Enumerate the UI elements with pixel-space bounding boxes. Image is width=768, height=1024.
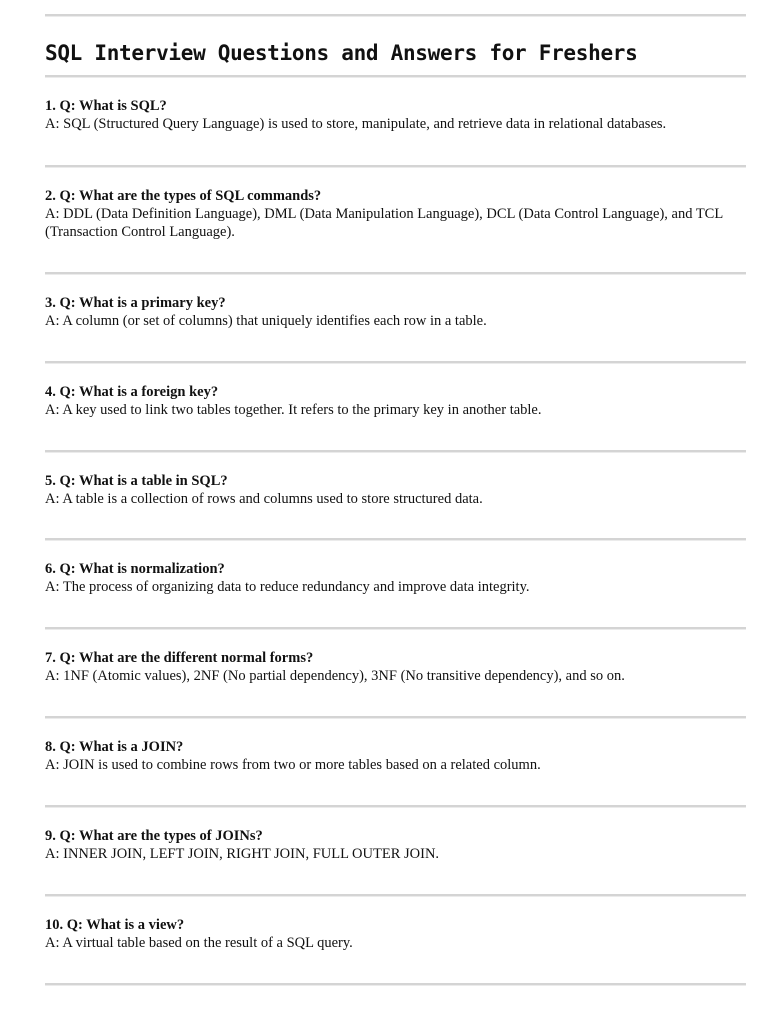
question-text: 5. Q: What is a table in SQL? — [45, 473, 228, 489]
qa-item-10 — [45, 897, 746, 983]
divider — [45, 983, 746, 986]
question-text: 6. Q: What is normalization? — [45, 561, 225, 577]
qa-item-6 — [45, 541, 746, 627]
question-text: 3. Q: What is a primary key? — [45, 295, 226, 311]
question-text: 7. Q: What are the different normal forms? — [45, 650, 314, 666]
answer-text: A: A column (or set of columns) that uniquely identifies each row in a table. — [45, 313, 487, 329]
answer-text: A: JOIN is used to combine rows from two or more tables based on a related column. — [45, 757, 541, 773]
question-text: 4. Q: What is a foreign key? — [45, 384, 219, 400]
answer-text: A: A key used to link two tables together. It refers to the primary key in another table. — [45, 402, 542, 418]
answer-text: A: INNER JOIN, LEFT JOIN, RIGHT JOIN, FULL OUTER JOIN. — [45, 846, 440, 862]
question-text: 9. Q: What are the types of JOINs? — [45, 828, 263, 844]
qa-item-4 — [45, 364, 746, 450]
question-text: 2. Q: What are the types of SQL commands? — [45, 188, 322, 204]
question-text: 1. Q: What is SQL? — [45, 98, 167, 114]
qa-item-1 — [45, 78, 746, 165]
answer-text: A: 1NF (Atomic values), 2NF (No partial dependency), 3NF (No transitive dependency), and so on. — [45, 668, 625, 684]
qa-item-3 — [45, 275, 746, 361]
question-text: 10. Q: What is a view? — [45, 917, 185, 933]
answer-text: A: A virtual table based on the result of a SQL query. — [45, 935, 353, 951]
answer-text: A: SQL (Structured Query Language) is used to store, manipulate, and retrieve data in relational databases. — [45, 116, 667, 132]
qa-item-5 — [45, 453, 746, 538]
qa-item-7 — [45, 630, 746, 716]
qa-item-9 — [45, 808, 746, 894]
qa-item-2 — [45, 168, 746, 272]
answer-text: A: DDL (Data Definition Language), DML (Data Manipulation Language), DCL (Data Control Language), and TCL (Transaction Control Language). — [45, 206, 723, 240]
page-title: SQL Interview Questions and Answers for Freshers — [45, 41, 638, 65]
qa-item-8 — [45, 719, 746, 805]
answer-text: A: A table is a collection of rows and columns used to store structured data. — [45, 491, 483, 507]
document-page — [45, 14, 746, 986]
answer-text: A: The process of organizing data to reduce redundancy and improve data integrity. — [45, 579, 530, 595]
question-text: 8. Q: What is a JOIN? — [45, 739, 184, 755]
